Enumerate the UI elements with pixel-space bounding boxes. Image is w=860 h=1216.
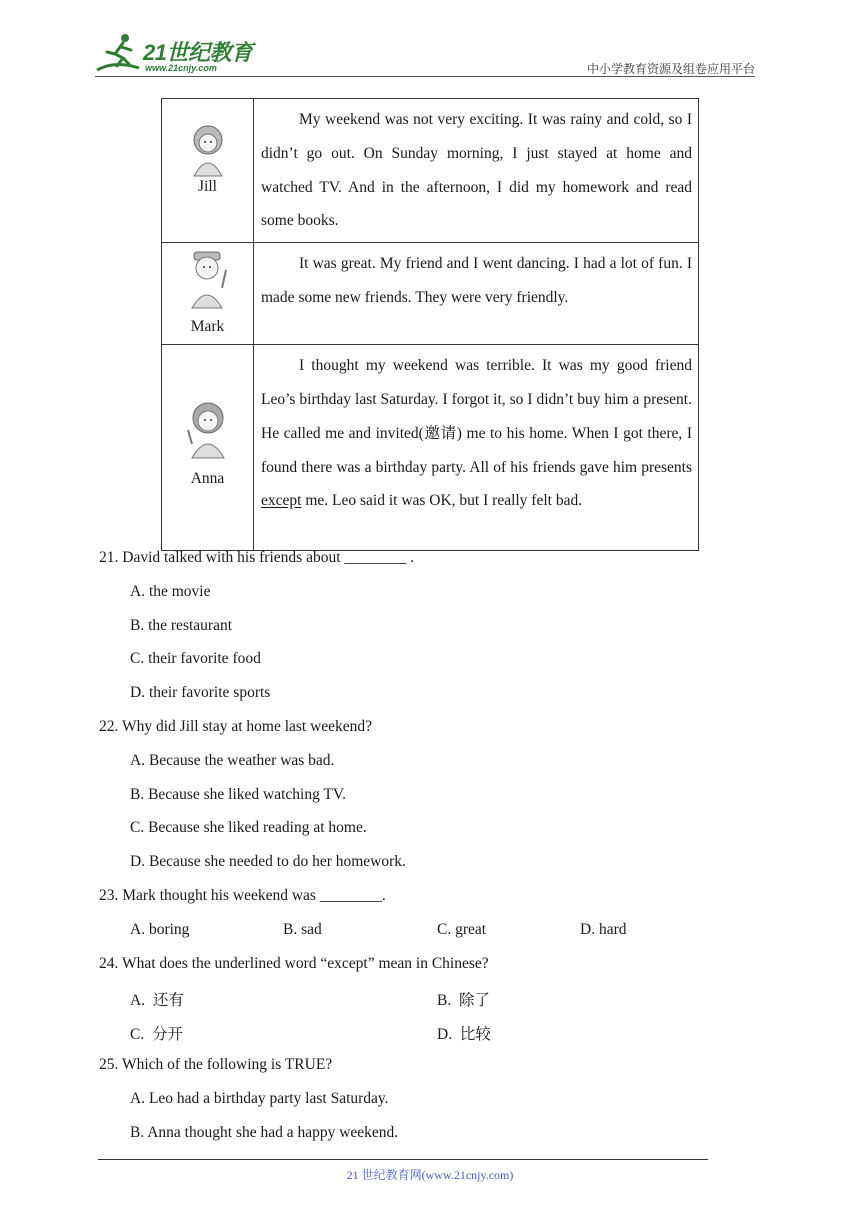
option-23a[interactable]: A. boring [130,921,190,938]
option-22c[interactable]: C. Because she liked reading at home. [130,819,367,836]
header-divider [95,76,755,77]
logo-url: www.21cnjy.com [145,63,217,73]
option-21c[interactable]: C. their favorite food [130,650,261,667]
option-25b[interactable]: B. Anna thought she had a happy weekend. [130,1124,399,1141]
option-23b[interactable]: B. sad [283,921,322,938]
girl-avatar-icon [186,122,230,178]
site-logo [95,30,265,78]
option-21d[interactable]: D. their favorite sports [130,684,271,701]
person-cell [162,99,254,243]
page-footer[interactable]: 21 世纪教育网(www.21cnjy.com) [346,1168,514,1182]
question-23: 23. Mark thought his weekend was ________. [99,887,386,904]
option-21a[interactable]: A. the movie [130,583,211,600]
passage-text-before: I thought my weekend was terrible. It was my good friend Leo’s birthday last Saturday. I forgot it, so I didn’t buy him a present. He called me and invited(邀请) me to his home. When I got there, I found there was a birthday party. All of his friends gave him presents [261,357,692,476]
person-name: Jill [198,178,217,195]
option-22a[interactable]: A. Because the weather was bad. [130,752,335,769]
option-24c[interactable]: C. 分开 [130,1026,183,1043]
runner-icon [95,30,143,76]
passage-text-after: me. Leo said it was OK, but I really felt bad. [301,492,583,510]
option-23c[interactable]: C. great [437,921,487,938]
person-name: Anna [190,470,225,488]
passage-table [161,98,699,551]
platform-title: 中小学教育资源及组卷应用平台 [586,62,755,76]
passage-paragraph: It was great. My friend and I went dancing. I had a lot of fun. I made some new friends. They were very friendly. [261,255,692,306]
option-22d[interactable]: D. Because she needed to do her homework. [130,853,406,870]
option-24a[interactable]: A. 还有 [130,992,184,1009]
passage-row-anna [162,345,699,551]
person-name: Mark [190,318,225,336]
option-24d[interactable]: D. 比较 [437,1026,491,1043]
question-25: 25. Which of the following is TRUE? [99,1056,333,1073]
question-22: 22. Why did Jill stay at home last weekend? [99,718,373,735]
question-21: 21. David talked with his friends about ________ . [99,549,415,566]
option-21b[interactable]: B. the restaurant [130,617,233,634]
option-22b[interactable]: B. Because she liked watching TV. [130,786,346,803]
page-header [95,30,755,80]
passage-paragraph: My weekend was not very exciting. It was rainy and cold, so I didn’t go out. On Sunday morning, I just stayed at home and watched TV. And in the afternoon, I did my homework and read some books. [261,111,692,230]
underlined-word: except [261,492,302,510]
passage-text [254,99,699,243]
passage-text [254,345,699,551]
passage-paragraph [261,349,692,518]
person-cell [162,345,254,551]
question-24: 24. What does the underlined word “except” mean in Chinese? [99,955,489,972]
option-25a[interactable]: A. Leo had a birthday party last Saturday. [130,1090,389,1107]
option-24b[interactable]: B. 除了 [437,992,490,1009]
passage-text [254,243,699,345]
passage-row-mark [162,243,699,345]
passage-row-jill [162,99,699,243]
option-23d[interactable]: D. hard [580,921,627,938]
footer-divider [98,1159,708,1160]
girl-avatar-icon [184,398,232,460]
boy-avatar-icon [186,248,230,310]
person-cell [162,243,254,345]
logo-text: 21世纪教育 [143,40,253,65]
